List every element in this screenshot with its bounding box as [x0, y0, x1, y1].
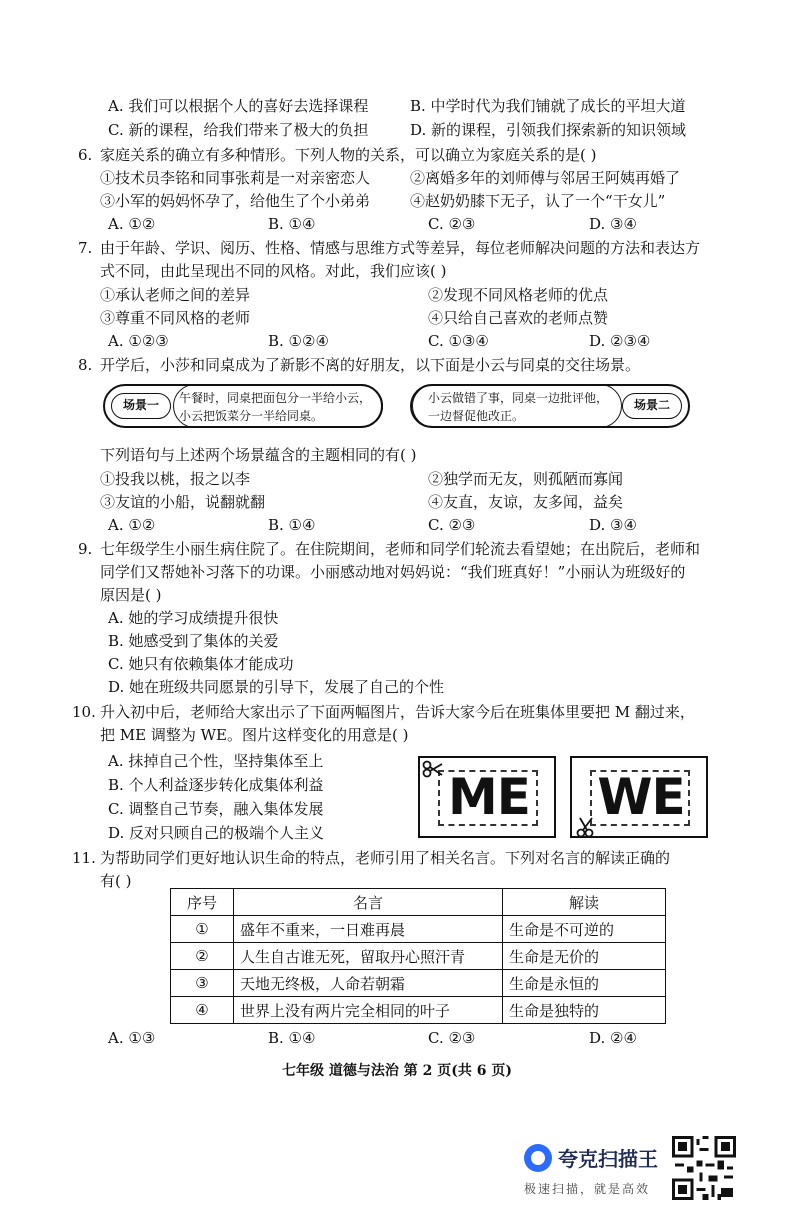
- q6-statement-1: ①技术员李铭和同事张莉是一对亲密恋人: [100, 169, 371, 187]
- q11-stem-line2: 有( ): [100, 872, 132, 890]
- q6-option-a: A. ①②: [108, 215, 156, 233]
- q9-stem-line3: 原因是( ): [100, 586, 162, 604]
- q10-number: 10.: [72, 703, 96, 721]
- scissors-icon: [422, 760, 444, 782]
- scene-one-line1: 午餐时，同桌把面包分一半给小云，: [179, 391, 372, 405]
- q11-option-d: D. ②④: [589, 1029, 637, 1047]
- q6-stem: 家庭关系的确立有多种情形。下列人物的关系，可以确立为家庭关系的是( ): [100, 146, 597, 164]
- q9-stem-line1: 七年级学生小丽生病住院了。在住院期间，老师和同学们轮流去看望她；在出院后，老师和: [100, 540, 701, 558]
- me-card-word: ME: [448, 768, 530, 826]
- row-number: ③: [171, 970, 234, 997]
- scene-one-box: [103, 384, 383, 428]
- row-interpretation: 生命是独特的: [503, 997, 666, 1024]
- q11-stem-line1: 为帮助同学们更好地认识生命的特点，老师引用了相关名言。下列对名言的解读正确的: [100, 849, 671, 867]
- q8-statement-4: ④友直，友谅，友多闻，益矣: [428, 493, 624, 511]
- table-row: [171, 997, 666, 1024]
- q7-number: 7.: [78, 239, 93, 257]
- table-row: [171, 916, 666, 943]
- table-row: [171, 943, 666, 970]
- q5-option-d: D. 新的课程，引领我们探索新的知识领域: [410, 121, 687, 139]
- scene-two-tag: 场景二: [622, 393, 682, 419]
- q9-option-b: B. 她感受到了集体的关爱: [108, 632, 279, 650]
- q5-option-a: A. 我们可以根据个人的喜好去选择课程: [108, 97, 369, 115]
- row-number: ④: [171, 997, 234, 1024]
- q6-statement-3: ③小军的妈妈怀孕了，给他生了个小弟弟: [100, 192, 371, 210]
- scanner-logo-icon: [524, 1144, 552, 1172]
- row-interpretation: 生命是无价的: [503, 943, 666, 970]
- q10-stem-line2: 把 ME 调整为 WE。图片这样变化的用意是( ): [100, 726, 409, 744]
- q10-stem-line1: 升入初中后，老师给大家出示了下面两幅图片，告诉大家今后在班集体里要把 M 翻过来，: [100, 703, 695, 721]
- scene-two-box: [410, 384, 690, 428]
- we-card: [570, 756, 708, 838]
- q8-statement-3: ③友谊的小船，说翻就翻: [100, 493, 266, 511]
- scene-two-text: [428, 389, 608, 425]
- brand-slogan: 极速扫描，就是高效: [524, 1182, 651, 1196]
- q11-number: 11.: [72, 849, 96, 867]
- scene-one-text: [179, 389, 371, 425]
- row-number: ①: [171, 916, 234, 943]
- q6-option-b: B. ①④: [268, 215, 316, 233]
- q9-option-a: A. 她的学习成绩提升很快: [108, 609, 279, 627]
- q11-option-c: C. ②③: [428, 1029, 476, 1047]
- q5-option-c: C. 新的课程，给我们带来了极大的负担: [108, 121, 369, 139]
- header-number: 序号: [171, 889, 234, 916]
- q7-option-b: B. ①②④: [268, 332, 329, 350]
- page-footer: 七年级 道德与法治 第 2 页(共 6 页): [282, 1063, 512, 1079]
- table-header-row: [171, 889, 666, 916]
- scene-one-line2: 小云把饭菜分一半给同桌。: [179, 409, 324, 423]
- q8-option-c: C. ②③: [428, 516, 476, 534]
- q8-stem: 开学后，小莎和同桌成为了新影不离的好朋友，以下面是小云与同桌的交往场景。: [100, 356, 641, 374]
- q6-statement-4: ④赵奶奶膝下无子，认了一个“干女儿”: [410, 192, 666, 210]
- q7-stem-line2: 式不同，由此呈现出不同的风格。对此，我们应该( ): [100, 262, 447, 280]
- q9-stem-line2: 同学们又帮她补习落下的功课。小丽感动地对妈妈说：“我们班真好！”小丽认为班级好的: [100, 563, 686, 581]
- q10-option-c: C. 调整自己节奏，融入集体发展: [108, 800, 324, 818]
- row-number: ②: [171, 943, 234, 970]
- q5-option-b: B. 中学时代为我们铺就了成长的平坦大道: [410, 97, 686, 115]
- scene-one-tag: 场景一: [111, 393, 171, 419]
- we-card-word: WE: [597, 768, 685, 826]
- q6-number: 6.: [78, 146, 93, 164]
- scanner-brand: [524, 1140, 664, 1200]
- q11-option-a: A. ①③: [108, 1029, 156, 1047]
- q8-option-a: A. ①②: [108, 516, 156, 534]
- q8-stem2: 下列语句与上述两个场景蕴含的主题相同的有( ): [100, 446, 417, 464]
- qr-code-icon: [672, 1136, 736, 1200]
- q7-option-d: D. ②③④: [589, 332, 651, 350]
- q7-statement-3: ③尊重不同风格的老师: [100, 309, 251, 327]
- header-quote: 名言: [234, 889, 503, 916]
- row-interpretation: 生命是不可逆的: [503, 916, 666, 943]
- table-row: [171, 970, 666, 997]
- q11-option-b: B. ①④: [268, 1029, 316, 1047]
- q9-number: 9.: [78, 540, 93, 558]
- q8-option-b: B. ①④: [268, 516, 316, 534]
- q9-option-c: C. 她只有依赖集体才能成功: [108, 655, 294, 673]
- header-interpretation: 解读: [503, 889, 666, 916]
- q8-number: 8.: [78, 356, 93, 374]
- q10-option-d: D. 反对只顾自己的极端个人主义: [108, 824, 325, 842]
- q8-option-d: D. ③④: [589, 516, 637, 534]
- q7-option-a: A. ①②③: [108, 332, 169, 350]
- row-quote: 人生自古谁无死，留取丹心照汗青: [234, 943, 503, 970]
- q7-stem-line1: 由于年龄、学识、阅历、性格、情感与思维方式等差异，每位老师解决问题的方法和表达方: [100, 239, 701, 257]
- q7-statement-2: ②发现不同风格老师的优点: [428, 286, 609, 304]
- q6-option-c: C. ②③: [428, 215, 476, 233]
- row-quote: 盛年不重来，一日难再晨: [234, 916, 503, 943]
- q6-statement-2: ②离婚多年的刘师傅与邻居王阿姨再婚了: [410, 169, 681, 187]
- q10-option-b: B. 个人利益逐步转化成集体利益: [108, 776, 324, 794]
- row-quote: 天地无终极，人命若朝霜: [234, 970, 503, 997]
- q8-statement-2: ②独学而无友，则孤陋而寡闻: [428, 470, 624, 488]
- q7-option-c: C. ①③④: [428, 332, 489, 350]
- q8-statement-1: ①投我以桃，报之以李: [100, 470, 251, 488]
- q10-option-a: A. 抹掉自己个性，坚持集体至上: [108, 752, 324, 770]
- row-interpretation: 生命是永恒的: [503, 970, 666, 997]
- scene-two-line1: 小云做错了事，同桌一边批评他，: [428, 391, 609, 405]
- q6-option-d: D. ③④: [589, 215, 637, 233]
- me-card: [418, 756, 556, 838]
- quotes-table: [170, 888, 666, 1024]
- row-quote: 世界上没有两片完全相同的叶子: [234, 997, 503, 1024]
- q9-option-d: D. 她在班级共同愿景的引导下，发展了自己的个性: [108, 678, 445, 696]
- brand-name: 夸克扫描王: [558, 1147, 658, 1171]
- q7-statement-1: ①承认老师之间的差异: [100, 286, 251, 304]
- scene-two-line2: 一边督促他改正。: [428, 409, 525, 423]
- q7-statement-4: ④只给自己喜欢的老师点赞: [428, 309, 609, 327]
- scissors-icon: [576, 816, 598, 838]
